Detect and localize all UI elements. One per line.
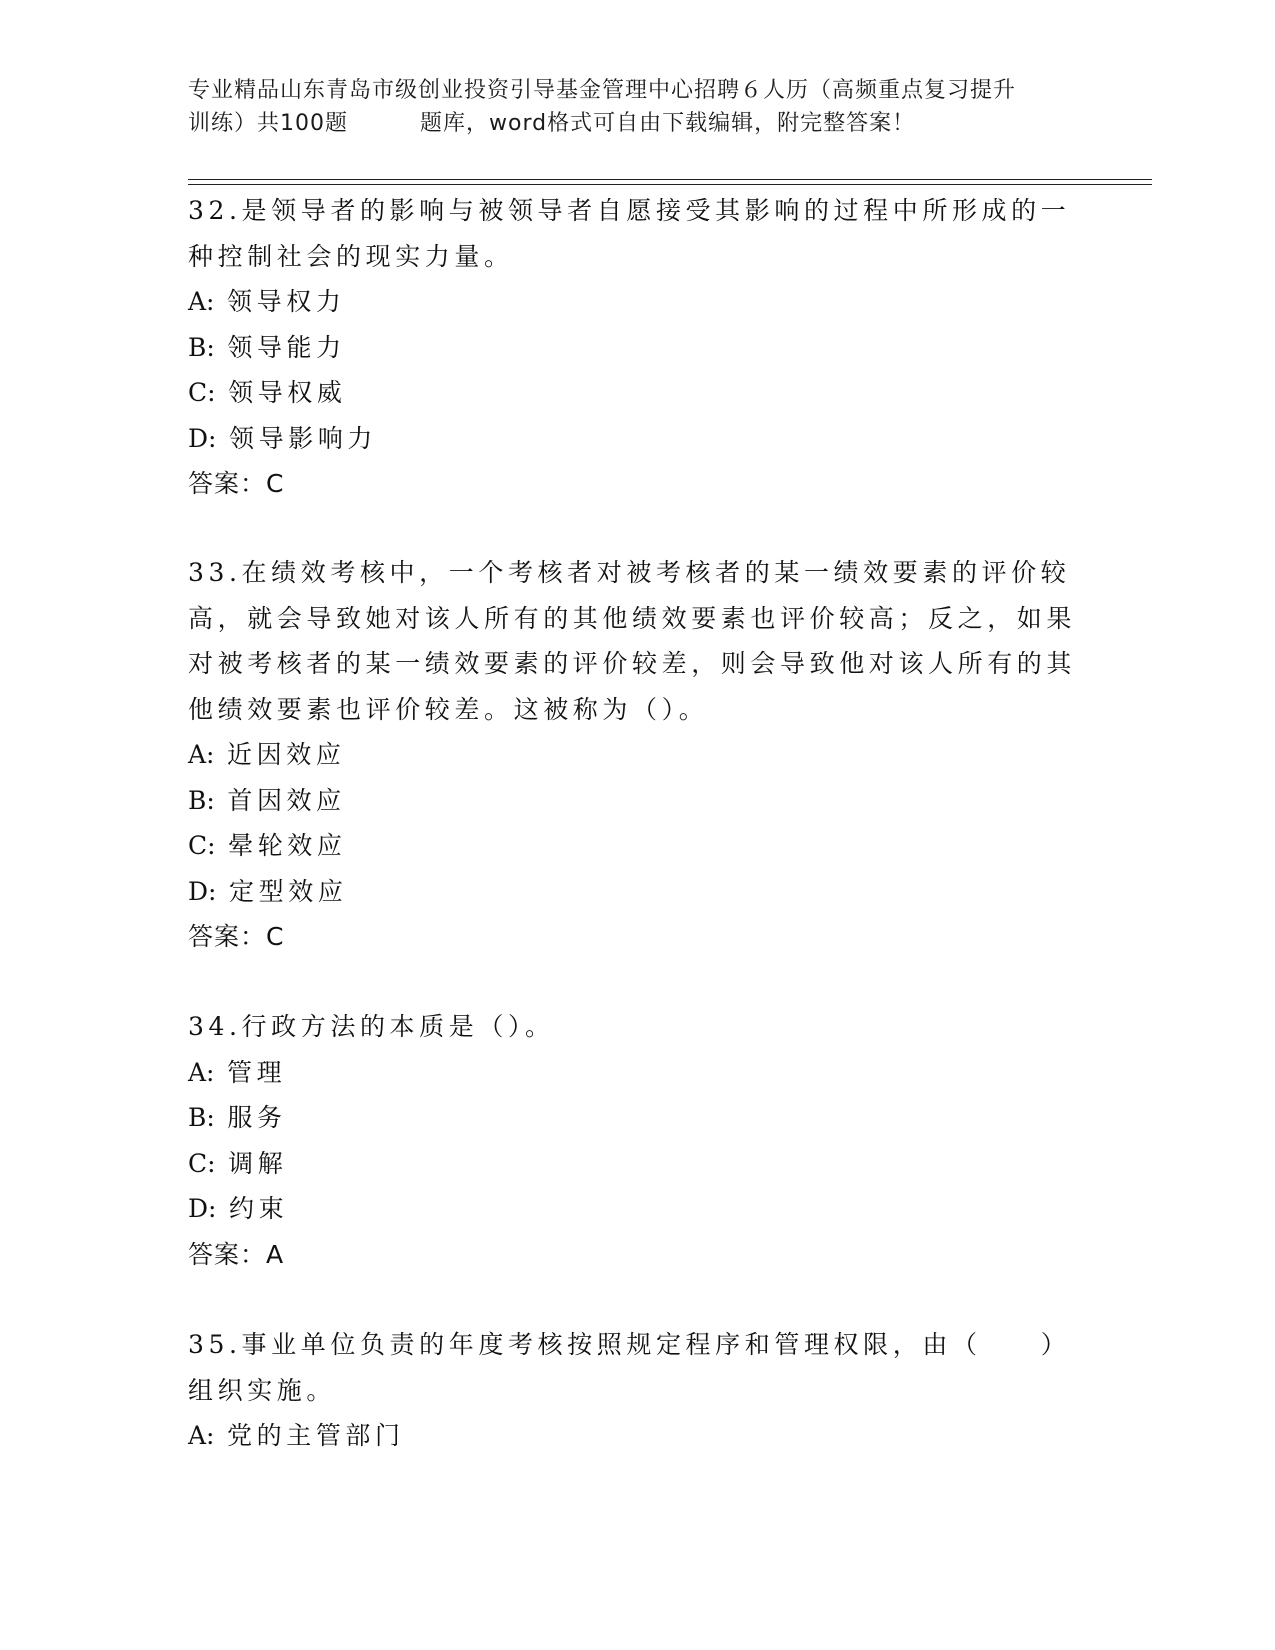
option-b <box>188 325 1078 371</box>
option-text: 领导能力 <box>227 332 346 362</box>
option-text: 近因效应 <box>227 740 346 769</box>
header-title-line2-part2: 题库，word格式可自由下载编辑，附完整答案！ <box>420 111 916 136</box>
question-33 <box>188 550 1078 960</box>
header-title-line2-part1: 训练）共100题 <box>188 111 348 136</box>
option-key: C: <box>188 378 216 407</box>
option-text: 服务 <box>227 1103 287 1132</box>
header-title-line2 <box>188 107 1088 140</box>
option-a <box>188 279 1078 325</box>
document-header <box>188 74 1088 140</box>
option-text: 领导权威 <box>228 378 347 407</box>
question-stem: 32.是领导者的影响与被领导者自愿接受其影响的过程中所形成的一种控制社会的现实力量。 <box>188 196 1071 271</box>
question-stem: 35.事业单位负责的年度考核按照规定程序和管理权限，由（ ）组织实施。 <box>188 1330 1071 1405</box>
option-key: B: <box>188 785 215 815</box>
answer-line: 答案：C <box>188 922 285 951</box>
option-key: A: <box>188 1057 215 1087</box>
header-divider-bottom <box>188 184 1152 185</box>
header-divider-top <box>188 179 1152 180</box>
option-c <box>188 370 1078 416</box>
option-key: C: <box>188 831 216 860</box>
option-key: B: <box>188 1103 215 1132</box>
option-text: 领导影响力 <box>229 423 378 453</box>
option-text: 领导权力 <box>227 287 346 316</box>
option-d <box>188 1186 1078 1232</box>
question-stem: 34.行政方法的本质是（）。 <box>188 1012 555 1041</box>
option-text: 定型效应 <box>229 876 348 906</box>
option-b <box>188 778 1078 824</box>
option-text: 晕轮效应 <box>228 831 347 860</box>
question-35 <box>188 1322 1078 1459</box>
option-key: A: <box>188 740 215 769</box>
option-key: B: <box>188 332 215 362</box>
option-d <box>188 416 1078 462</box>
question-34 <box>188 1004 1078 1277</box>
option-c <box>188 1141 1078 1187</box>
option-key: D: <box>188 1194 217 1223</box>
option-text: 调解 <box>228 1148 288 1178</box>
option-text: 首因效应 <box>227 785 346 815</box>
question-32 <box>188 188 1078 507</box>
option-a <box>188 732 1078 778</box>
option-c <box>188 823 1078 869</box>
option-b <box>188 1095 1078 1141</box>
option-key: C: <box>188 1148 216 1178</box>
option-key: A: <box>188 1421 215 1450</box>
option-key: D: <box>188 876 217 906</box>
option-key: A: <box>188 287 215 316</box>
question-stem: 33.在绩效考核中，一个考核者对被考核者的某一绩效要素的评价较高，就会导致她对该人所有的其他绩效要素也评价较高；反之，如果对被考核者的某一绩效要素的评价较差，则会导致他对该人所有的其他绩效要素也评价较差。这被称为（）。 <box>188 558 1077 724</box>
option-a <box>188 1413 1078 1459</box>
option-text: 党的主管部门 <box>227 1421 405 1450</box>
option-a <box>188 1050 1078 1096</box>
option-text: 约束 <box>229 1194 289 1223</box>
header-title-line1: 专业精品山东青岛市级创业投资引导基金管理中心招聘６人历（高频重点复习提升 <box>188 78 1017 103</box>
option-d <box>188 869 1078 915</box>
option-key: D: <box>188 423 217 453</box>
option-text: 管理 <box>227 1057 287 1087</box>
answer-line: 答案：C <box>188 469 285 498</box>
answer-line: 答案：A <box>188 1239 285 1269</box>
